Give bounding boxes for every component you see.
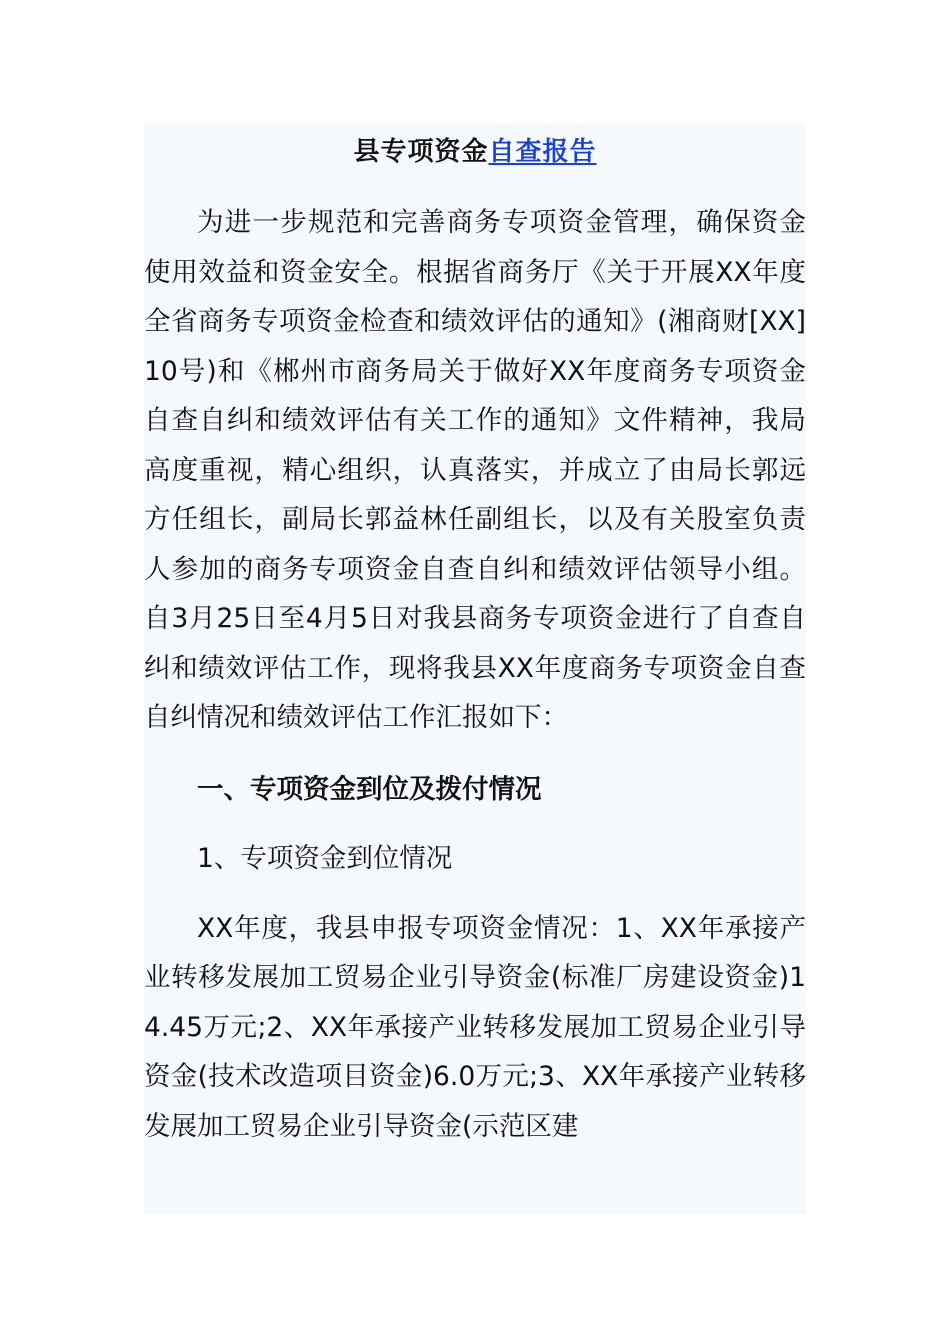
title-link[interactable]: 自查报告 [488,137,597,167]
section-heading: 一、专项资金到位及拨付情况 [197,773,542,805]
funding-paragraph: XX年度，我县申报专项资金情况：1、XX年承接产业转移发展加工贸易企业引导资金(标准厂房建设资金)14.45万元;2、XX年承接产业转移发展加工贸易企业引导资金(技术改造项目资金)6.0万元;3、XX年承接产业转移发展加工贸易企业引导资金(示范区建 [144,912,806,1142]
title-text: 县专项资金 [353,137,489,167]
intro-paragraph: 为进一步规范和完善商务专项资金管理，确保资金使用效益和资金安全。根据省商务厅《关于开展XX年度全省商务专项资金检查和绩效评估的通知》(湘商财[XX]10号)和《郴州市商务局关于做好XX年度商务专项资金自查自纠和绩效评估有关工作的通知》文件精神，我局高度重视，精心组织，认真落实，并成立了由局长郭远方任组长，副局长郭益林任副组长，以及有关股室负责人参加的商务专项资金自查自纠和绩效评估领导小组。自3月25日至4月5日对我县商务专项资金进行了自查自纠和绩效评估工作，现将我县XX年度商务专项资金自查自纠情况和绩效评估工作汇报如下： [144,207,806,733]
document-title [144,124,806,170]
subsection-heading: 1、专项资金到位情况 [197,843,453,874]
document-body [144,124,806,1214]
